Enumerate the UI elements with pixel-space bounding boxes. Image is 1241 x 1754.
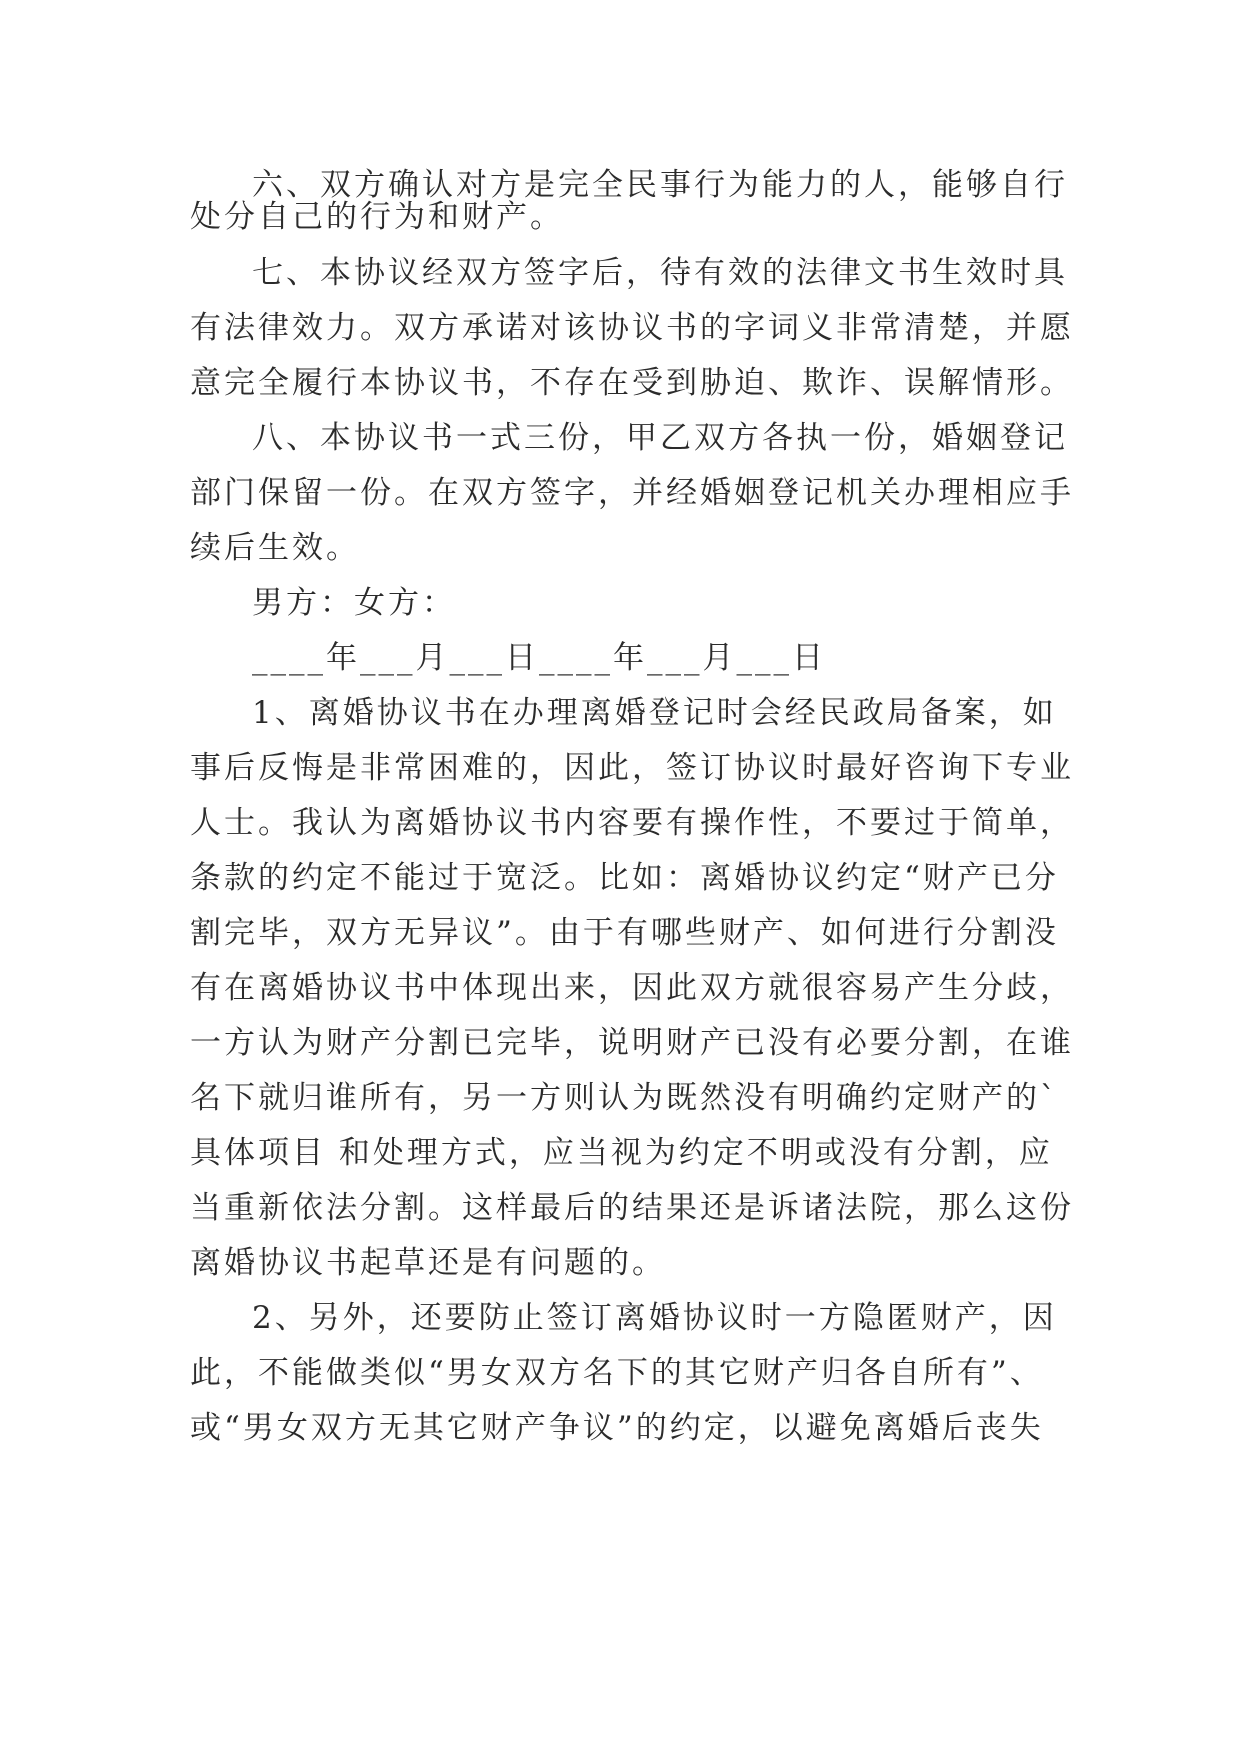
paragraph-line: 离婚协议书起草还是有问题的。: [190, 1245, 666, 1281]
paragraph-line: 此，不能做类似“男女双方名下的其它财产归各自所有”、: [190, 1355, 1044, 1391]
paragraph-line: 具体项目 和处理方式，应当视为约定不明或没有分割，应: [190, 1135, 1053, 1171]
paragraph-line: 部门保留一份。在双方签字，并经婚姻登记机关办理相应手: [190, 475, 1074, 511]
signature-labels: 男方：女方：: [252, 585, 456, 621]
paragraph-line: 或“男女双方无其它财产争议”的约定，以避免离婚后丧失: [190, 1410, 1044, 1446]
paragraph-line: 八、本协议书一式三份，甲乙双方各执一份，婚姻登记: [252, 420, 1068, 456]
paragraph-line: 事后反悔是非常困难的，因此，签订协议时最好咨询下专业: [190, 750, 1074, 786]
date-blanks: ____年___月___日____年___月___日: [252, 640, 826, 676]
paragraph-line: 续后生效。: [190, 530, 360, 566]
paragraph-line: 有法律效力。双方承诺对该协议书的字词义非常清楚，并愿: [190, 310, 1074, 346]
paragraph-line: 1、离婚协议书在办理离婚登记时会经民政局备案，如: [252, 695, 1057, 731]
paragraph-line: 六、双方确认对方是完全民事行为能力的人，能够自行: [252, 167, 1068, 203]
paragraph-line: 名下就归谁所有，另一方则认为既然没有明确约定财产的`: [190, 1080, 1059, 1116]
paragraph-line: 人士。我认为离婚协议书内容要有操作性，不要过于简单，: [190, 805, 1074, 841]
paragraph-line: 当重新依法分割。这样最后的结果还是诉诸法院，那么这份: [190, 1190, 1074, 1226]
paragraph-line: 处分自己的行为和财产。: [190, 199, 564, 235]
paragraph-line: 条款的约定不能过于宽泛。比如：离婚协议约定“财产已分: [190, 860, 1059, 896]
paragraph-line: 一方认为财产分割已完毕，说明财产已没有必要分割，在谁: [190, 1025, 1074, 1061]
paragraph-line: 2、另外，还要防止签订离婚协议时一方隐匿财产，因: [252, 1300, 1057, 1336]
paragraph-line: 七、本协议经双方签字后，待有效的法律文书生效时具: [252, 255, 1068, 291]
paragraph-line: 割完毕，双方无异议”。由于有哪些财产、如何进行分割没: [190, 915, 1059, 951]
paragraph-line: 意完全履行本协议书，不存在受到胁迫、欺诈、误解情形。: [190, 365, 1074, 401]
paragraph-line: 有在离婚协议书中体现出来，因此双方就很容易产生分歧，: [190, 970, 1074, 1006]
